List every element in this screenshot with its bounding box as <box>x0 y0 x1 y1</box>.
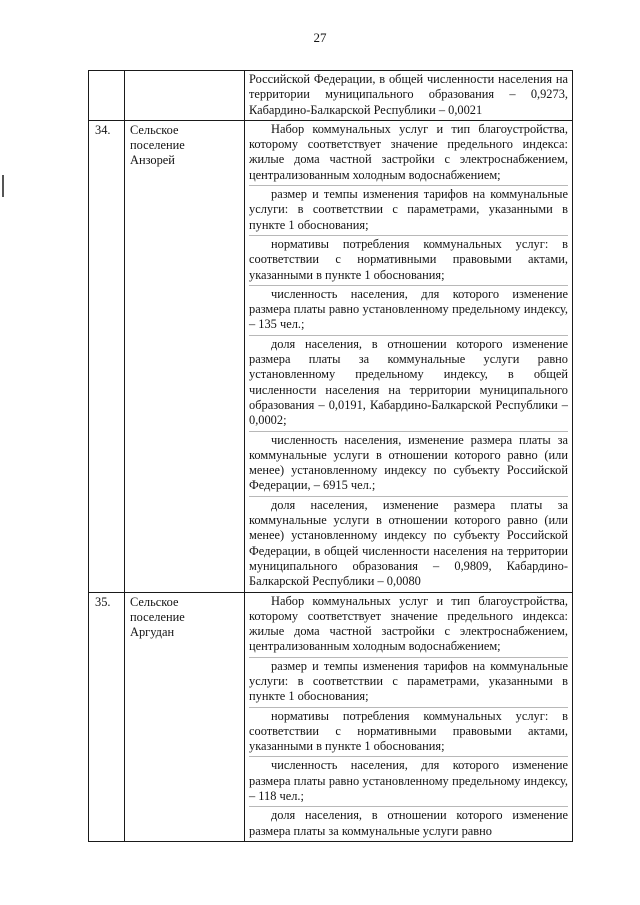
description-paragraph: Набор коммунальных услуг и тип благоустройства, которому соответствует значение предельного индекса: жилые дома частной застройки с электроснабжением, централизованным холодным водоснабжением; <box>249 593 568 658</box>
description-paragraph: доля населения, изменение размера платы за коммунальные услуги в отношении которого равно (или менее) установленному индексу по субъекту Российской Федерации, в общей численности населения на территории муниципального образования – 0,9809, Кабардино-Балкарской Республики – 0,0080 <box>249 497 568 589</box>
name-line: Аргудан <box>130 625 175 640</box>
name-line: Анзорей <box>130 153 175 168</box>
row-number: 34. <box>89 120 125 592</box>
scan-edge-mark <box>2 175 4 197</box>
name-line: Сельское <box>130 122 179 137</box>
description-paragraph: численность населения, для которого изменение размера платы равно установленному предельному индексу, – 118 чел.; <box>249 757 568 807</box>
description-paragraph: численность населения, для которого изменение размера платы равно установленному предельному индексу, – 135 чел.; <box>249 286 568 336</box>
description-paragraph: Набор коммунальных услуг и тип благоустройства, которому соответствует значение предельного индекса: жилые дома частной застройки с электроснабжением, централизованным холодным водоснабжением; <box>249 121 568 186</box>
description-paragraph: размер и темпы изменения тарифов на коммунальные услуги: в соответствии с параметрами, указанными в пункте 1 обоснования; <box>249 658 568 708</box>
description-paragraph: нормативы потребления коммунальных услуг: в соответствии с нормативными правовыми актами, указанными в пункте 1 обоснования; <box>249 708 568 758</box>
table-row <box>89 120 573 592</box>
description-paragraph: доля населения, в отношении которого изменение размера платы за коммунальные услуги равно <box>249 808 568 838</box>
page-number: 27 <box>313 30 327 45</box>
description-paragraph: размер и темпы изменения тарифов на коммунальные услуги: в соответствии с параметрами, указанными в пункте 1 обоснования; <box>249 186 568 236</box>
indices-table <box>88 70 573 842</box>
row-number-cell <box>89 71 125 121</box>
name-line: Сельское <box>130 594 179 609</box>
name-line: поселение <box>130 609 185 624</box>
municipality-name <box>125 120 245 592</box>
description-paragraph: доля населения, в отношении которого изменение размера платы за коммунальные услуги равно установленному предельному индексу, в общей численности населения на территории муниципального образования – 0,0191, Кабардино-Балкарской Республики – 0,0002; <box>249 336 568 432</box>
name-line: поселение <box>130 138 185 153</box>
municipality-name <box>125 592 245 841</box>
description-paragraph: численность населения, изменение размера платы за коммунальные услуги в отношении которого равно (или менее) установленному индексу по субъекту Российской Федерации, – 6915 чел.; <box>249 432 568 497</box>
description-cell <box>245 592 573 841</box>
row-number: 35. <box>89 592 125 841</box>
municipality-name-cell <box>125 71 245 121</box>
description-cell <box>245 120 573 592</box>
table-row <box>89 592 573 841</box>
table-row-continuation <box>89 71 573 121</box>
description-paragraph: нормативы потребления коммунальных услуг: в соответствии с нормативными правовыми актами, указанными в пункте 1 обоснования; <box>249 236 568 286</box>
description-cell <box>245 71 573 121</box>
continuation-paragraph: Российской Федерации, в общей численности населения на территории муниципального образования – 0,9273, Кабардино-Балкарской Республики – 0,0021 <box>249 72 568 117</box>
